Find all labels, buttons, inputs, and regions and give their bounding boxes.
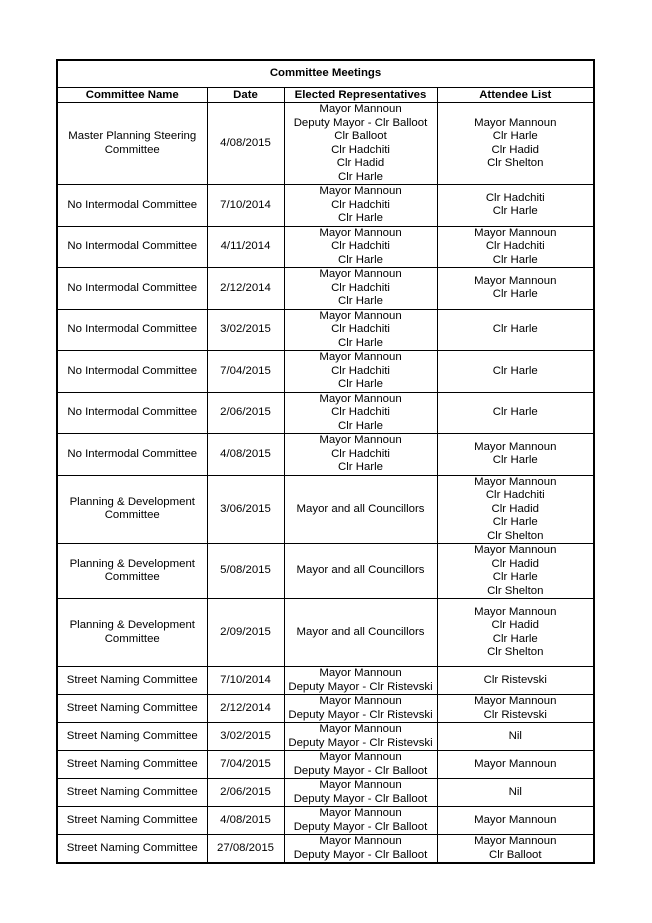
representative-name: Deputy Mayor - Clr Ristevski [288,736,433,749]
representative-name: Clr Hadchiti [331,323,390,335]
committee-name-cell [57,835,207,864]
committee-name-cell [57,226,207,268]
committee-name-line: No Intermodal Committee [67,447,198,460]
table-row [57,226,594,268]
committee-name-line: Committee [104,571,160,583]
attendee-name: Clr Hadid [491,619,539,631]
representative-name: Mayor Mannoun [319,667,402,679]
attendee-name: Nil [508,729,522,742]
meeting-date-cell: 5/08/2015 [207,544,284,599]
representative-name: Clr Harle [338,419,383,432]
attendee-name: Clr Harle [492,571,538,583]
representative-name: Clr Hadchiti [331,364,390,377]
committee-name-line: Street Naming Committee [66,729,198,742]
meeting-date-cell: 7/10/2014 [207,667,284,695]
table-row [57,695,594,723]
meeting-date-cell: 4/08/2015 [207,434,284,476]
table-row [57,392,594,434]
table-row [57,779,594,807]
attendee-list-cell [437,835,594,864]
table-row [57,351,594,393]
table-row [57,807,594,835]
attendee-name: Clr Harle [492,130,538,142]
committee-name-line: No Intermodal Committee [67,364,198,377]
attendee-name: Mayor Mannoun [474,605,557,618]
attendee-list-cell [437,723,594,751]
attendee-name: Clr Shelton [487,646,544,658]
elected-representatives-cell [284,723,437,751]
header-row [57,88,594,103]
committee-name-cell [57,544,207,599]
column-header-date: Date [207,88,284,103]
attendee-name: Clr Harle [492,288,538,301]
attendee-name: Mayor Mannoun [474,835,557,847]
representative-name: Mayor and all Councillors [296,502,425,515]
attendee-name: Mayor Mannoun [474,813,557,826]
elected-representatives-cell [284,779,437,807]
representative-name: Clr Harle [338,253,383,266]
table-row [57,751,594,779]
representative-name: Clr Hadchiti [331,447,390,460]
elected-representatives-cell [284,268,437,310]
representative-name: Clr Harle [338,295,383,307]
attendee-name: Mayor Mannoun [474,274,557,287]
meeting-date-cell: 7/10/2014 [207,185,284,227]
representative-name: Mayor Mannoun [319,807,402,819]
attendee-name: Clr Balloot [488,848,542,861]
elected-representatives-cell [284,695,437,723]
committee-name-cell [57,103,207,185]
elected-representatives-cell [284,667,437,695]
attendee-list-cell [437,779,594,807]
attendee-name: Clr Hadchiti [485,191,545,204]
representative-name: Mayor Mannoun [319,392,402,405]
attendee-list-cell [437,185,594,227]
committee-name-line: Planning & Development [69,619,195,631]
elected-representatives-cell [284,544,437,599]
committee-name-cell [57,667,207,695]
meeting-date-cell: 3/02/2015 [207,723,284,751]
table-row [57,667,594,695]
elected-representatives-cell [284,392,437,434]
elected-representatives-cell [284,835,437,864]
committee-name-cell [57,723,207,751]
attendee-name: Clr Hadchiti [485,489,545,501]
committee-name-line: Committee [104,632,160,645]
attendee-name: Mayor Mannoun [474,757,557,770]
representative-name: Clr Hadchiti [331,240,390,252]
attendee-name: Clr Harle [492,454,538,467]
elected-representatives-cell [284,807,437,835]
representative-name: Mayor Mannoun [319,103,402,115]
column-header-elected-representatives: Elected Representatives [284,88,437,103]
attendee-list-cell [437,351,594,393]
representative-name: Clr Hadchiti [331,406,390,418]
committee-name-line: Street Naming Committee [66,701,198,714]
attendee-list-cell [437,475,594,544]
representative-name: Deputy Mayor - Clr Ristevski [288,708,433,721]
representative-name: Clr Harle [338,170,383,183]
attendee-list-cell [437,434,594,476]
representative-name: Deputy Mayor - Clr Balloot [293,848,428,861]
table-row [57,309,594,351]
attendee-name: Clr Ristevski [483,708,547,721]
attendee-name: Nil [508,785,522,798]
representative-name: Mayor Mannoun [319,226,402,239]
attendee-name: Clr Shelton [487,584,544,597]
representative-name: Deputy Mayor - Clr Balloot [293,792,428,805]
attendee-list-cell [437,695,594,723]
attendee-list-cell [437,103,594,185]
attendee-name: Mayor Mannoun [474,226,557,239]
elected-representatives-cell [284,351,437,393]
attendee-list-cell [437,599,594,667]
representative-name: Mayor Mannoun [319,185,402,197]
representative-name: Mayor Mannoun [319,835,402,847]
table-row [57,268,594,310]
representative-name: Mayor Mannoun [319,351,402,363]
meeting-date-cell: 4/08/2015 [207,807,284,835]
attendee-list-cell [437,751,594,779]
committee-name-cell [57,351,207,393]
attendee-name: Clr Shelton [487,157,544,169]
representative-name: Clr Balloot [334,130,387,142]
representative-name: Mayor Mannoun [319,434,402,446]
representative-name: Mayor Mannoun [319,695,402,707]
table-row [57,475,594,544]
representative-name: Clr Hadchiti [331,143,390,156]
representative-name: Mayor and all Councillors [296,625,425,638]
meeting-date-cell: 2/12/2014 [207,268,284,310]
representative-name: Clr Hadid [336,157,385,169]
table-row [57,544,594,599]
elected-representatives-cell [284,434,437,476]
attendee-name: Mayor Mannoun [474,440,557,453]
elected-representatives-cell [284,751,437,779]
attendee-name: Clr Harle [492,632,538,645]
committee-name-cell [57,475,207,544]
attendee-name: Mayor Mannoun [474,544,557,556]
committee-name-cell [57,309,207,351]
committee-name-cell [57,751,207,779]
representative-name: Clr Harle [338,378,383,390]
column-header-attendee-list: Attendee List [437,88,594,103]
attendee-name: Clr Harle [492,205,538,218]
representative-name: Mayor Mannoun [319,779,402,791]
elected-representatives-cell [284,103,437,185]
committee-name-cell [57,695,207,723]
representative-name: Mayor Mannoun [319,723,402,735]
committee-name-cell [57,185,207,227]
committee-name-line: Street Naming Committee [66,841,198,854]
attendee-name: Clr Harle [492,516,538,528]
attendee-name: Clr Harle [492,323,538,335]
attendee-list-cell [437,309,594,351]
committee-name-line: No Intermodal Committee [67,198,198,211]
attendee-name: Clr Harle [492,406,538,418]
elected-representatives-cell [284,475,437,544]
representative-name: Deputy Mayor - Clr Ristevski [288,680,433,693]
committee-name-line: Committee [104,509,160,522]
representative-name: Clr Hadchiti [331,198,390,211]
committee-name-cell [57,807,207,835]
attendee-name: Clr Hadid [491,502,539,515]
attendee-list-cell [437,392,594,434]
table-row [57,185,594,227]
committee-name-line: Street Naming Committee [66,785,198,798]
attendee-name: Clr Hadid [491,143,539,156]
table-row [57,103,594,185]
attendee-name: Mayor Mannoun [474,475,557,488]
committee-name-line: No Intermodal Committee [67,281,198,294]
representative-name: Deputy Mayor - Clr Balloot [293,820,428,833]
elected-representatives-cell [284,309,437,351]
representative-name: Mayor and all Councillors [296,564,425,577]
committee-name-line: Planning & Development [69,495,195,508]
committee-name-line: Street Naming Committee [66,757,198,770]
attendee-name: Clr Shelton [487,529,544,542]
attendee-name: Mayor Mannoun [474,695,557,707]
table-row [57,434,594,476]
attendee-name: Clr Harle [492,364,538,377]
elected-representatives-cell [284,599,437,667]
meeting-date-cell: 2/06/2015 [207,779,284,807]
table-row [57,835,594,864]
committee-name-line: Committee [104,143,160,156]
representative-name: Clr Harle [338,461,383,473]
elected-representatives-cell [284,185,437,227]
attendee-list-cell [437,226,594,268]
meeting-date-cell: 2/06/2015 [207,392,284,434]
committee-name-line: No Intermodal Committee [67,323,198,335]
representative-name: Mayor Mannoun [319,268,402,280]
representative-name: Deputy Mayor - Clr Balloot [293,116,428,129]
representative-name: Mayor Mannoun [319,309,402,322]
committee-name-cell [57,434,207,476]
committee-meetings-table [56,59,595,864]
committee-name-line: Planning & Development [69,557,195,570]
committee-name-line: Master Planning Steering [68,130,197,142]
meeting-date-cell: 7/04/2015 [207,751,284,779]
meeting-date-cell: 4/08/2015 [207,103,284,185]
meeting-date-cell: 27/08/2015 [207,835,284,864]
attendee-name: Clr Hadid [491,557,539,570]
table-row [57,723,594,751]
meeting-date-cell: 2/09/2015 [207,599,284,667]
attendee-list-cell [437,667,594,695]
table-row [57,599,594,667]
attendee-name: Clr Ristevski [483,673,547,686]
attendee-list-cell [437,268,594,310]
attendee-list-cell [437,544,594,599]
committee-name-cell [57,599,207,667]
committee-name-line: Street Naming Committee [66,813,198,826]
meeting-date-cell: 7/04/2015 [207,351,284,393]
representative-name: Clr Harle [338,212,383,224]
committee-name-line: No Intermodal Committee [67,240,198,252]
attendee-name: Clr Harle [492,253,538,266]
representative-name: Deputy Mayor - Clr Balloot [293,764,428,777]
meeting-date-cell: 4/11/2014 [207,226,284,268]
committee-name-line: Street Naming Committee [66,673,198,686]
committee-name-cell [57,779,207,807]
attendee-list-cell [437,807,594,835]
committee-name-cell [57,268,207,310]
representative-name: Mayor Mannoun [319,751,402,763]
elected-representatives-cell [284,226,437,268]
meeting-date-cell: 3/02/2015 [207,309,284,351]
meeting-date-cell: 2/12/2014 [207,695,284,723]
attendee-name: Mayor Mannoun [474,116,557,129]
committee-name-cell [57,392,207,434]
attendee-name: Clr Hadchiti [485,240,545,252]
committee-name-line: No Intermodal Committee [67,406,198,418]
meeting-date-cell: 3/06/2015 [207,475,284,544]
column-header-committee-name: Committee Name [57,88,207,103]
table-title: Committee Meetings [57,60,594,88]
representative-name: Clr Harle [338,336,383,349]
representative-name: Clr Hadchiti [331,281,390,294]
